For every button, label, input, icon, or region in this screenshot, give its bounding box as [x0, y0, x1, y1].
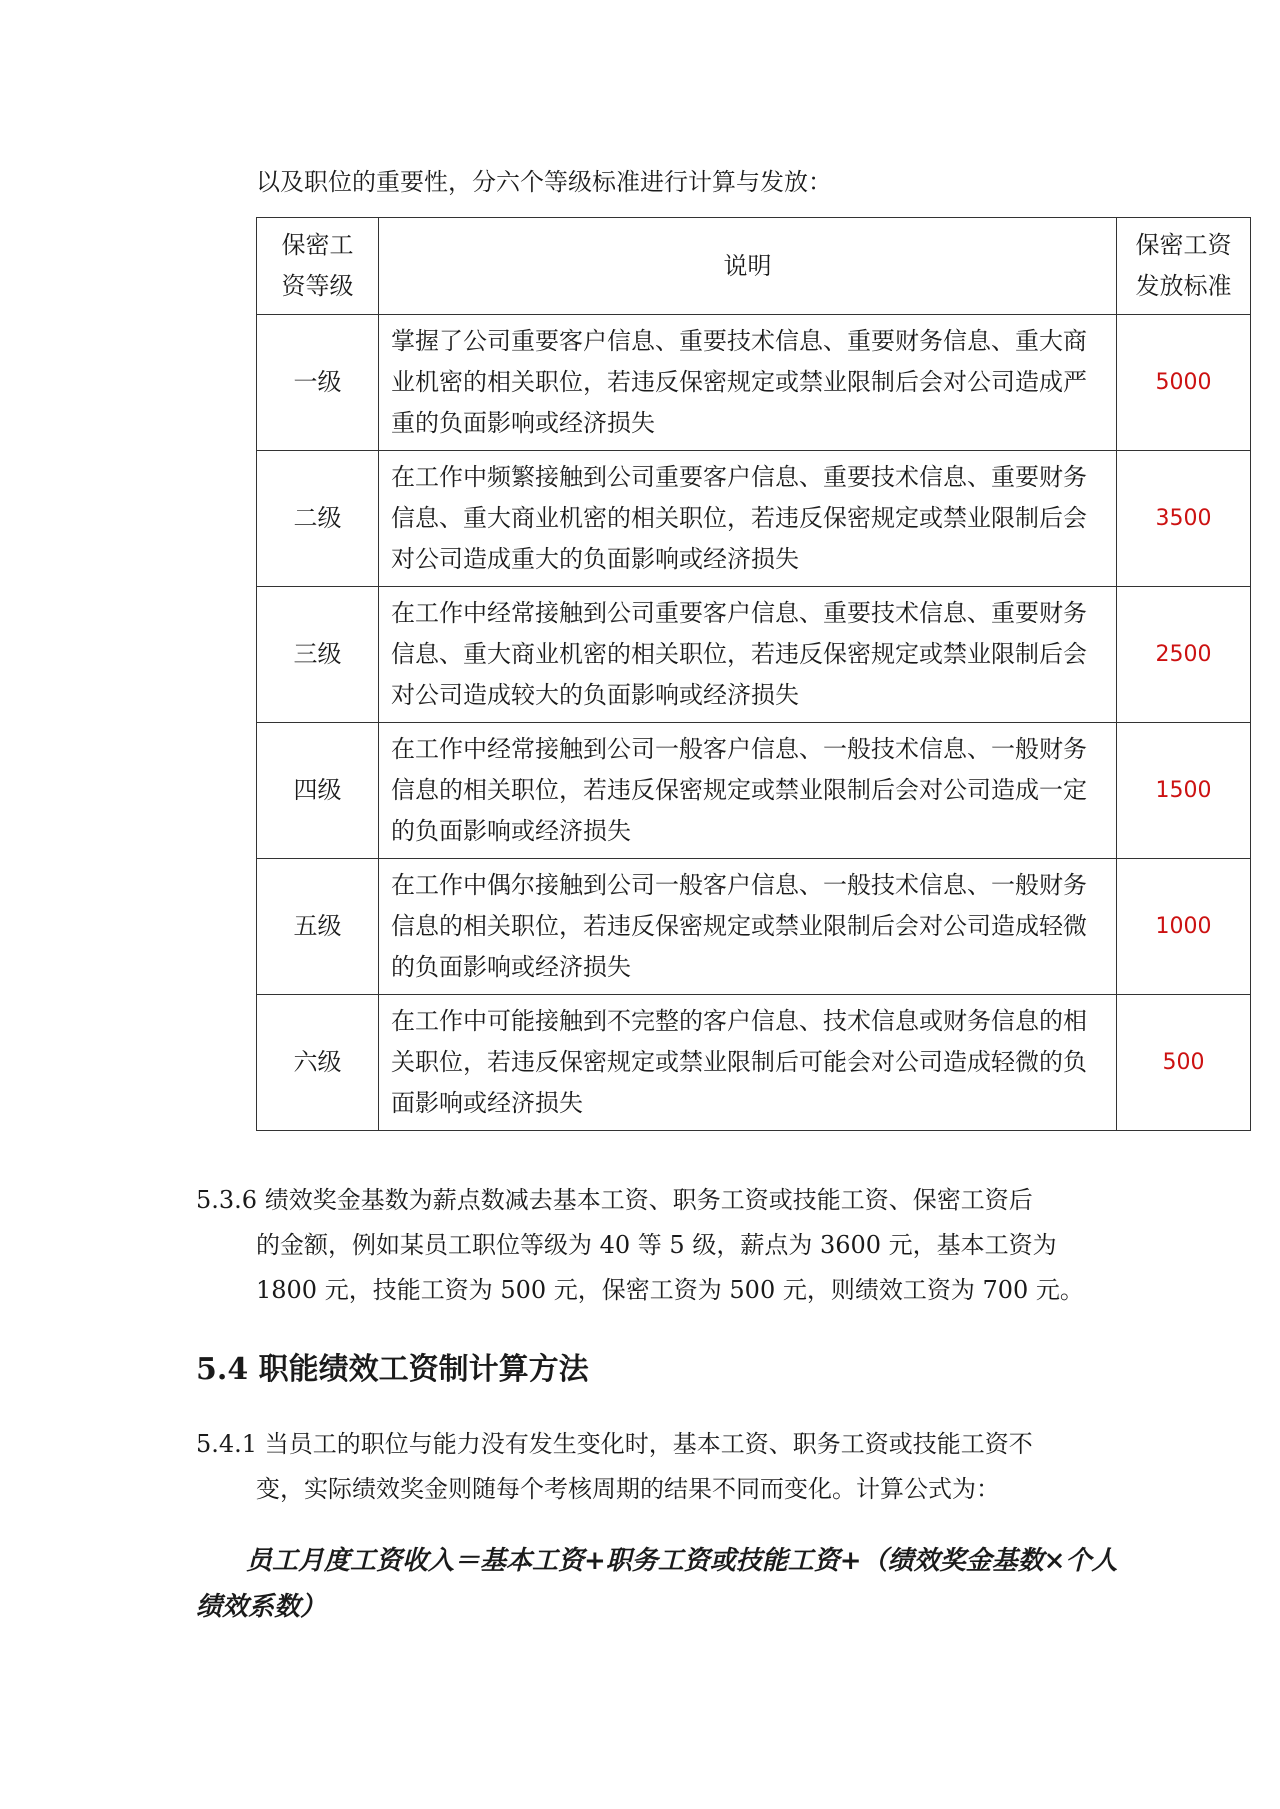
row-amount: 1000 [1117, 859, 1251, 995]
salary-formula-line: 绩效系数） [196, 1592, 327, 1622]
clause-5-4-1-line: 变，实际绩效奖金则随每个考核周期的结果不同而变化。计算公式为： [256, 1475, 1000, 1503]
row-description: 在工作中可能接触到不完整的客户信息、技术信息或财务信息的相关职位，若违反保密规定或禁业限制后可能会对公司造成轻微的负面影响或经济损失 [379, 995, 1117, 1131]
row-description: 在工作中频繁接触到公司重要客户信息、重要技术信息、重要财务信息、重大商业机密的相关职位，若违反保密规定或禁业限制后会对公司造成重大的负面影响或经济损失 [379, 451, 1117, 587]
row-amount: 1500 [1117, 723, 1251, 859]
row-level: 二级 [257, 451, 379, 587]
row-amount: 2500 [1117, 587, 1251, 723]
table-row [257, 315, 1251, 451]
header-amount [1117, 218, 1251, 315]
salary-formula-line: 员工月度工资收入＝基本工资+职务工资或技能工资+（绩效奖金基数×个人 [246, 1546, 1118, 1576]
clause-5-3-6-line: 5.3.6 绩效奖金基数为薪点数减去基本工资、职务工资或技能工资、保密工资后 [196, 1186, 1033, 1214]
row-description: 在工作中偶尔接触到公司一般客户信息、一般技术信息、一般财务信息的相关职位，若违反保密规定或禁业限制后会对公司造成轻微的负面影响或经济损失 [379, 859, 1117, 995]
row-level: 三级 [257, 587, 379, 723]
header-level [257, 218, 379, 315]
table-row [257, 451, 1251, 587]
row-level: 四级 [257, 723, 379, 859]
row-description: 掌握了公司重要客户信息、重要技术信息、重要财务信息、重大商业机密的相关职位，若违反保密规定或禁业限制后会对公司造成严重的负面影响或经济损失 [379, 315, 1117, 451]
table-header-row [257, 218, 1251, 315]
row-level: 五级 [257, 859, 379, 995]
clause-5-3-6-line: 1800 元，技能工资为 500 元，保密工资为 500 元，则绩效工资为 700 元。 [256, 1276, 1084, 1304]
row-description: 在工作中经常接触到公司一般客户信息、一般技术信息、一般财务信息的相关职位，若违反保密规定或禁业限制后会对公司造成一定的负面影响或经济损失 [379, 723, 1117, 859]
section-heading-5-4: 5.4 职能绩效工资制计算方法 [196, 1352, 589, 1387]
table-row [257, 995, 1251, 1131]
confidentiality-wage-table [256, 217, 1251, 1131]
header-description: 说明 [379, 218, 1117, 315]
header-amount-line: 发放标准 [1135, 272, 1232, 300]
clause-5-4-1-line: 5.4.1 当员工的职位与能力没有发生变化时，基本工资、职务工资或技能工资不 [196, 1430, 1033, 1458]
salary-formula [196, 1538, 1118, 1630]
row-amount: 3500 [1117, 451, 1251, 587]
table-row [257, 587, 1251, 723]
row-level: 六级 [257, 995, 379, 1131]
clause-5-3-6 [196, 1178, 1084, 1313]
header-level-line: 资等级 [281, 272, 354, 300]
header-amount-line: 保密工资 [1135, 231, 1232, 259]
table-row [257, 859, 1251, 995]
row-description: 在工作中经常接触到公司重要客户信息、重要技术信息、重要财务信息、重大商业机密的相关职位，若违反保密规定或禁业限制后会对公司造成较大的负面影响或经济损失 [379, 587, 1117, 723]
table-row [257, 723, 1251, 859]
clause-5-3-6-line: 的金额，例如某员工职位等级为 40 等 5 级，薪点为 3600 元，基本工资为 [256, 1231, 1057, 1259]
row-amount: 500 [1117, 995, 1251, 1131]
row-amount: 5000 [1117, 315, 1251, 451]
intro-text: 以及职位的重要性，分六个等级标准进行计算与发放： [256, 168, 832, 196]
clause-5-4-1 [196, 1422, 1033, 1512]
header-level-line: 保密工 [281, 231, 354, 259]
row-level: 一级 [257, 315, 379, 451]
